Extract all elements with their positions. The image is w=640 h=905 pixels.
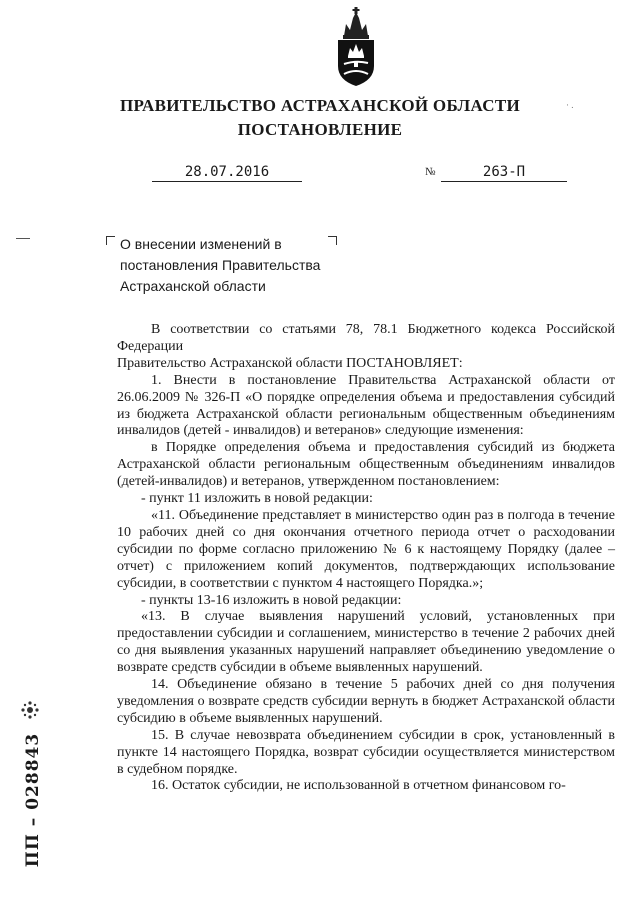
organization-title: ПРАВИТЕЛЬСТВО АСТРАХАНСКОЙ ОБЛАСТИ <box>120 96 520 115</box>
document-header <box>0 94 640 142</box>
paragraph-point-13: «13. В случае выявления нарушений условий, установленных при предоставлении субсидии и соглашением, министерство в течение 2 рабочих дней со дня выявления указанных нарушений направляет объединению уведомление о возврате средств субсидии в объеме выявленных нарушений. <box>117 609 615 676</box>
scan-specks: · . <box>566 100 574 110</box>
document-subject: О внесении изменений в постановления Правительства Астраханской области <box>120 236 321 294</box>
paragraph-point-16: 16. Остаток субсидии, не использованной в отчетном финансовом го- <box>151 778 566 794</box>
paragraph-procedure: в Порядке определения объема и предоставления субсидий из бюджета Астраханской области региональным общественным объединениям инвалидов (детей-инвалидов) и ветеранов, утвержденном постановлением: <box>117 440 615 490</box>
paragraph-basis: В соответствии со статьями 78, 78.1 Бюджетного кодекса Российской Федерации <box>117 322 615 354</box>
serial-number: ПП – 028843 <box>23 732 43 868</box>
paragraph-points-13-16-intro: - пункты 13-16 изложить в новой редакции: <box>141 592 402 608</box>
coat-of-arms-icon <box>324 6 388 88</box>
ornament-icon <box>20 700 40 720</box>
paragraph-point-11-intro: - пункт 11 изложить в новой редакции: <box>141 491 373 507</box>
subject-bracket-left <box>106 236 115 245</box>
document-type-title: ПОСТАНОВЛЕНИЕ <box>237 120 403 139</box>
paragraph-item-1: 1. Внести в постановление Правительства Астраханской области от 26.06.2009 № 326-П «О порядке определения объема и предоставления субсидий из бюджета Астраханской области региональным общественным объединениям инвалидов (детей - инвалидов) и ветеранов» следующие изменения: <box>117 372 615 439</box>
paragraph-point-11: «11. Объединение представляет в министерство один раз в полгода в течение 10 рабочих дней со дня окончания отчетного периода отчет о расходовании субсидии по форме согласно приложению № 6 к настоящему Порядку (далее – отчет) с приложением копий документов, подтверждающих использование субсидии, в соответствии с пунктом 4 настоящего Порядка.»; <box>117 507 615 591</box>
number-sign: № <box>425 166 436 178</box>
document-number: 263-П <box>441 163 567 182</box>
document-body <box>117 322 615 795</box>
paragraph-resolves: Правительство Астраханской области ПОСТАНОВЛЯЕТ: <box>117 355 463 371</box>
document-date: 28.07.2016 <box>152 163 302 182</box>
margin-serial-stamp <box>12 730 52 880</box>
paragraph-point-14: 14. Объединение обязано в течение 5 рабочих дней со дня получения уведомления о возврате средств субсидии вернуть в бюджет Астраханской области субсидию в объеме выявленных нарушений. <box>117 677 615 726</box>
paragraph-point-15: 15. В случае невозврата объединением субсидии в срок, установленный в пункте 14 настоящего Порядка, возврат субсидии осуществляется министерством в судебном порядке. <box>117 727 615 777</box>
margin-tick <box>16 238 30 239</box>
